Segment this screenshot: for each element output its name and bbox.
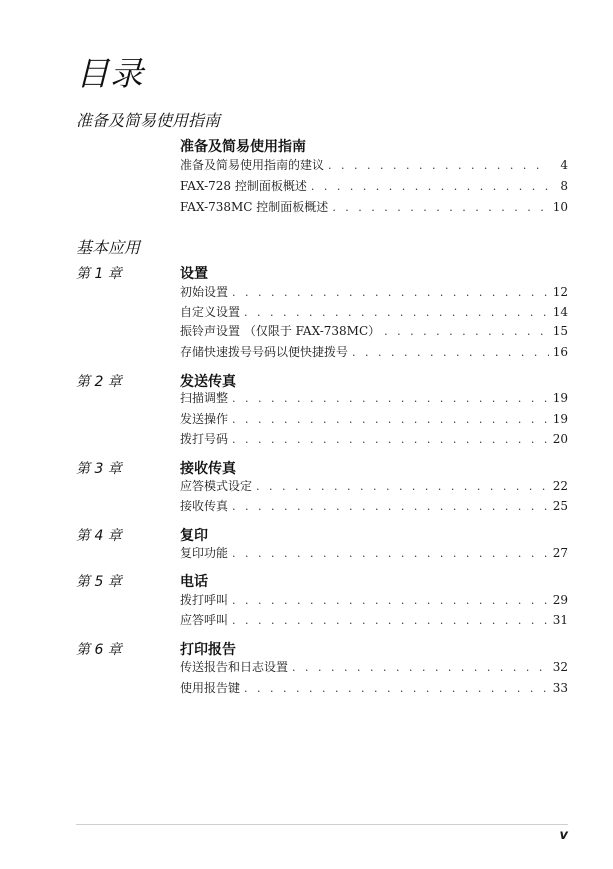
dot-leader <box>232 545 549 563</box>
entry-title: 拨打呼叫 <box>180 593 229 607</box>
toc-entry[interactable] <box>180 156 568 174</box>
entry-page: 19 <box>552 391 568 405</box>
section-title-basic-usage: 基本应用 <box>76 238 141 257</box>
toc-entry[interactable] <box>180 497 568 515</box>
toc-entry[interactable] <box>180 544 568 562</box>
entry-title: 应答呼叫 <box>180 613 229 627</box>
dot-leader <box>232 411 549 429</box>
entry-title: 振铃声设置 （仅限于 FAX-738MC） <box>180 324 381 338</box>
dot-leader <box>232 592 549 610</box>
dot-leader <box>232 498 549 516</box>
group-heading-phone: 电话 <box>180 574 208 590</box>
entry-page: 33 <box>552 681 568 695</box>
entry-page: 32 <box>552 660 568 674</box>
toc-entry[interactable] <box>180 611 568 629</box>
chapter-label-4: 第 4 章 <box>76 528 122 544</box>
group-heading-receive-fax: 接收传真 <box>180 461 236 477</box>
entry-title: 扫描调整 <box>180 391 229 405</box>
chapter-label-5: 第 5 章 <box>76 574 122 590</box>
entry-page: 31 <box>552 613 568 627</box>
dot-leader <box>311 178 550 196</box>
dot-leader <box>332 199 548 217</box>
entry-page: 29 <box>552 593 568 607</box>
entry-title: 初始设置 <box>180 285 229 299</box>
toc-entry[interactable] <box>180 591 568 609</box>
toc-entry[interactable] <box>180 177 568 195</box>
group-heading-quick-guide: 准备及简易使用指南 <box>180 139 306 155</box>
entry-page: 20 <box>552 432 568 446</box>
entry-title: 接收传真 <box>180 499 229 513</box>
dot-leader <box>292 659 549 677</box>
entry-page: 27 <box>552 546 568 560</box>
entry-page: 16 <box>552 345 568 359</box>
entry-title: 存储快速拨号号码以便快捷拨号 <box>180 345 349 359</box>
entry-page: 8 <box>560 179 568 193</box>
entry-title: 拨打号码 <box>180 432 229 446</box>
dot-leader <box>244 680 549 698</box>
footer-divider <box>76 824 568 825</box>
toc-entry[interactable] <box>180 322 568 340</box>
entry-page: 12 <box>552 285 568 299</box>
group-heading-print-reports: 打印报告 <box>180 642 236 658</box>
entry-page: 14 <box>552 305 568 319</box>
toc-entry[interactable] <box>180 410 568 428</box>
chapter-label-3: 第 3 章 <box>76 461 122 477</box>
toc-entry[interactable] <box>180 283 568 301</box>
entry-title: 准备及简易使用指南的建议 <box>180 158 325 172</box>
entry-page: 25 <box>552 499 568 513</box>
toc-entry[interactable] <box>180 303 568 321</box>
toc-entry[interactable] <box>180 430 568 448</box>
dot-leader <box>232 612 549 630</box>
entry-page: 15 <box>552 324 568 338</box>
toc-entry[interactable] <box>180 198 568 216</box>
group-heading-send-fax: 发送传真 <box>180 374 236 390</box>
toc-entry[interactable] <box>180 343 568 361</box>
group-heading-setup: 设置 <box>180 266 208 282</box>
entry-title: 自定义设置 <box>180 305 241 319</box>
toc-entry[interactable] <box>180 658 568 676</box>
chapter-label-1: 第 1 章 <box>76 266 122 282</box>
entry-title: 使用报告键 <box>180 681 241 695</box>
dot-leader <box>244 304 549 322</box>
chapter-label-6: 第 6 章 <box>76 642 122 658</box>
entry-page: 4 <box>560 158 568 172</box>
dot-leader <box>328 157 550 175</box>
entry-title: FAX-728 控制面板概述 <box>180 179 307 193</box>
toc-entry[interactable] <box>180 679 568 697</box>
dot-leader <box>232 390 549 408</box>
entry-title: 发送操作 <box>180 412 229 426</box>
entry-title: 传送报告和日志设置 <box>180 660 289 674</box>
dot-leader <box>256 478 549 496</box>
page-title: 目录 <box>76 54 144 93</box>
dot-leader <box>232 284 549 302</box>
group-heading-copy: 复印 <box>180 528 208 544</box>
entry-page: 19 <box>552 412 568 426</box>
page-number: v <box>559 828 568 843</box>
dot-leader <box>352 344 549 362</box>
toc-entry[interactable] <box>180 477 568 495</box>
toc-entry[interactable] <box>180 389 568 407</box>
dot-leader <box>384 323 549 341</box>
chapter-label-2: 第 2 章 <box>76 374 122 390</box>
entry-title: FAX-738MC 控制面板概述 <box>180 200 329 214</box>
entry-page: 22 <box>552 479 568 493</box>
entry-title: 应答模式设定 <box>180 479 253 493</box>
dot-leader <box>232 431 549 449</box>
entry-title: 复印功能 <box>180 546 229 560</box>
entry-page: 10 <box>552 200 568 214</box>
section-title-quick-guide: 准备及简易使用指南 <box>76 111 221 130</box>
